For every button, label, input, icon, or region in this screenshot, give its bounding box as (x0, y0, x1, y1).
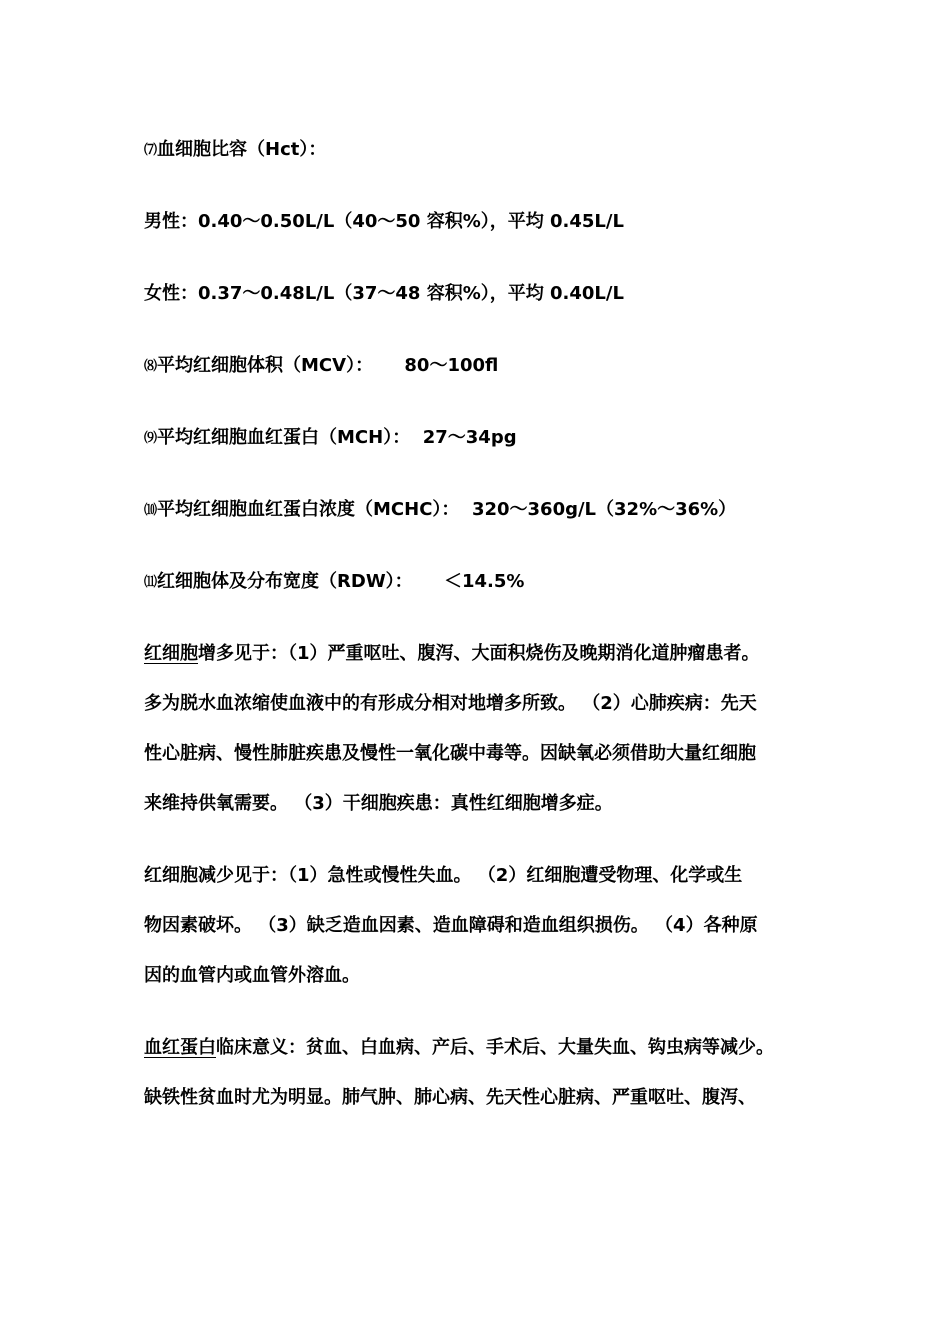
item-marker: ⑼ (144, 431, 158, 446)
item-marker: ⑾ (144, 575, 158, 590)
item-hct (144, 139, 326, 162)
item-mcv (144, 355, 498, 378)
para1-line2: 多为脱水血浓缩使血液中的有形成分相对地增多所致。 （2）心肺疾病：先天 (144, 693, 757, 714)
item-text: 平均红细胞血红蛋白（MCH）： 27～34pg (157, 427, 517, 448)
item-mch (144, 427, 517, 450)
item-text: 红细胞体及分布宽度（RDW）： ＜14.5% (157, 571, 525, 592)
para2-line3: 因的血管内或血管外溶血。 (144, 965, 360, 986)
item-rdw (144, 571, 524, 594)
hct-male (144, 211, 624, 233)
para1-line1 (144, 643, 760, 665)
term-underlined: 血红蛋白 (144, 1037, 216, 1058)
item-text: 平均红细胞血红蛋白浓度（MCHC）： 320～360g/L（32%～36%） (157, 499, 737, 520)
item-marker: ⑻ (144, 359, 158, 374)
item-marker: ⑽ (144, 503, 158, 518)
para3-line1 (144, 1037, 774, 1059)
item-marker: ⑺ (144, 143, 158, 158)
para1-line3: 性心脏病、慢性肺脏疾患及慢性一氧化碳中毒等。因缺氧必须借助大量红细胞 (144, 743, 756, 764)
item-text: 男性：0.40～0.50L/L（40～50 容积%），平均 0.45L/L (144, 211, 624, 232)
term-underlined: 红细胞 (144, 643, 198, 664)
para2-line2: 物因素破坏。 （3）缺乏造血因素、造血障碍和造血组织损伤。 （4）各种原 (144, 915, 758, 936)
hct-female (144, 283, 624, 305)
item-mchc (144, 499, 736, 522)
para-text: 临床意义：贫血、白血病、产后、手术后、大量失血、钩虫病等减少。 (216, 1037, 774, 1058)
para-text: 增多见于：（1）严重呕吐、腹泻、大面积烧伤及晚期消化道肿瘤患者。 (198, 643, 760, 664)
para3-line2: 缺铁性贫血时尤为明显。肺气肿、肺心病、先天性心脏病、严重呕吐、腹泻、 (144, 1087, 756, 1108)
item-text: 平均红细胞体积（MCV）： 80～100fl (157, 355, 499, 376)
para2-line1: 红细胞减少见于：（1）急性或慢性失血。 （2）红细胞遭受物理、化学或生 (144, 865, 743, 886)
item-text: 血细胞比容（Hct）： (157, 139, 327, 160)
item-text: 女性：0.37～0.48L/L（37～48 容积%），平均 0.40L/L (144, 283, 624, 304)
para1-line4: 来维持供氧需要。 （3）干细胞疾患：真性红细胞增多症。 (144, 793, 613, 814)
